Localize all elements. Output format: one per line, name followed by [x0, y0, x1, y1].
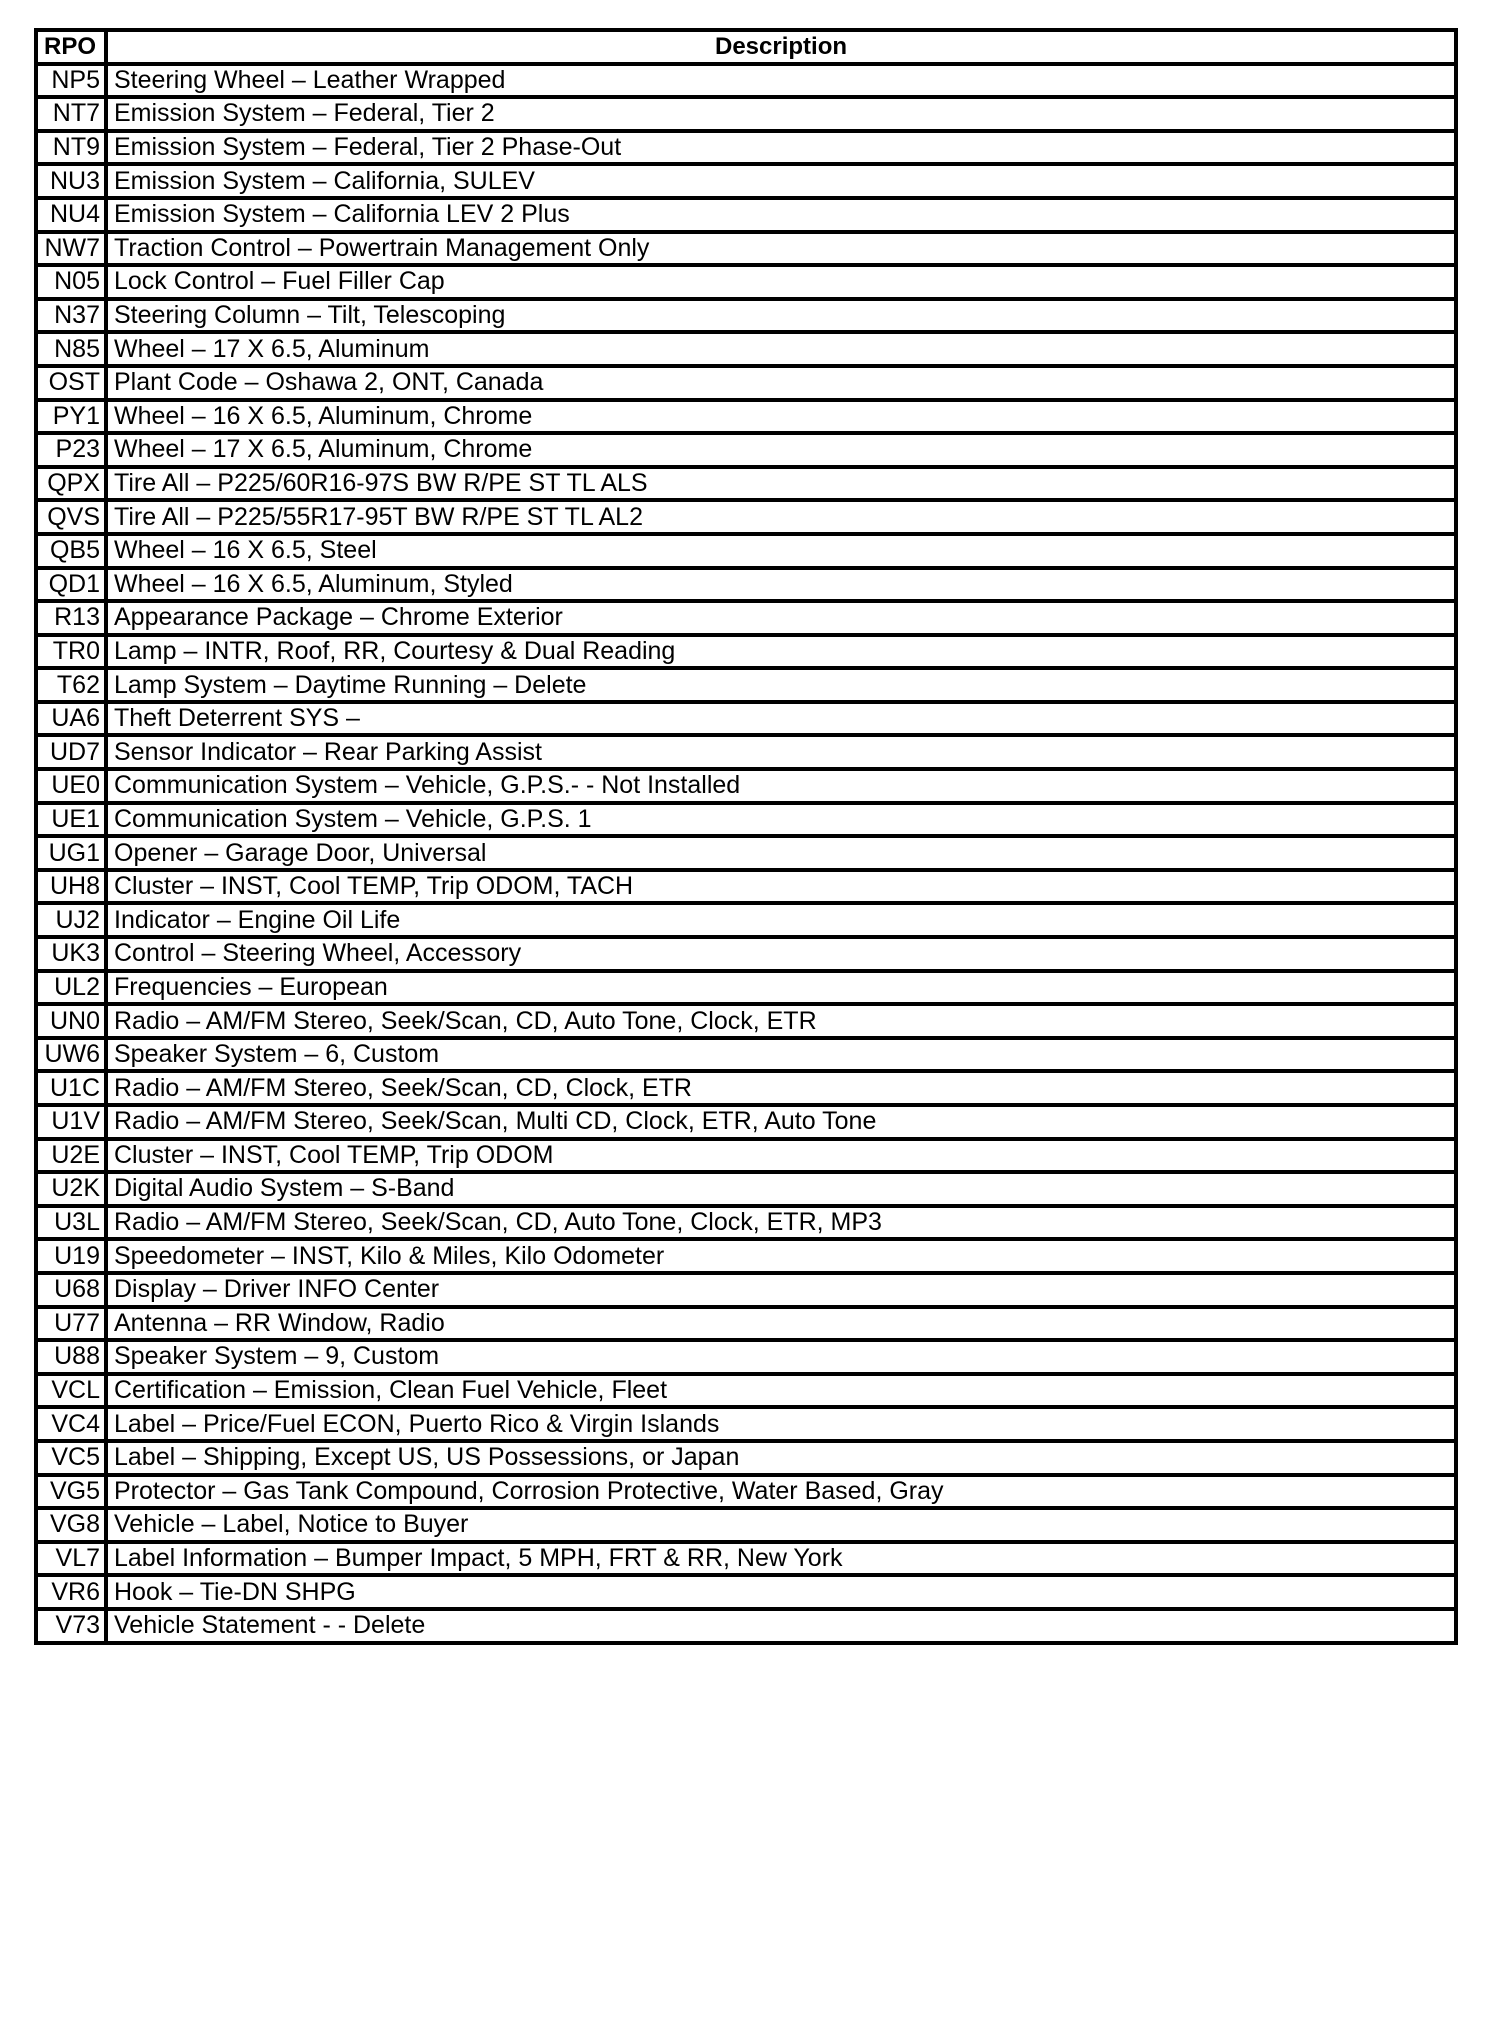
- table-row: [36, 836, 1456, 870]
- rpo-code-cell: VC5: [36, 1441, 106, 1475]
- description-cell: Protector – Gas Tank Compound, Corrosion Protective, Water Based, Gray: [106, 1475, 1456, 1509]
- table-row: [36, 937, 1456, 971]
- table-body: [36, 64, 1456, 1643]
- rpo-code-cell: UJ2: [36, 903, 106, 937]
- description-cell: Emission System – Federal, Tier 2: [106, 97, 1456, 131]
- description-cell: Wheel – 17 X 6.5, Aluminum, Chrome: [106, 433, 1456, 467]
- description-cell: Radio – AM/FM Stereo, Seek/Scan, CD, Auto Tone, Clock, ETR: [106, 1004, 1456, 1038]
- table-row: [36, 1307, 1456, 1341]
- table-row: [36, 1542, 1456, 1576]
- table-row: [36, 1508, 1456, 1542]
- description-cell: Emission System – California, SULEV: [106, 164, 1456, 198]
- rpo-code-cell: UL2: [36, 971, 106, 1005]
- table-row: [36, 198, 1456, 232]
- table-row: [36, 500, 1456, 534]
- rpo-code-cell: U77: [36, 1307, 106, 1341]
- table-row: [36, 265, 1456, 299]
- description-cell: Radio – AM/FM Stereo, Seek/Scan, CD, Auto Tone, Clock, ETR, MP3: [106, 1206, 1456, 1240]
- rpo-code-cell: N37: [36, 299, 106, 333]
- table-row: [36, 1475, 1456, 1509]
- table-row: [36, 534, 1456, 568]
- rpo-code-cell: OST: [36, 366, 106, 400]
- table-row: [36, 400, 1456, 434]
- description-cell: Antenna – RR Window, Radio: [106, 1307, 1456, 1341]
- table-row: [36, 1239, 1456, 1273]
- description-cell: Speaker System – 6, Custom: [106, 1038, 1456, 1072]
- rpo-code-cell: NP5: [36, 64, 106, 98]
- description-cell: Control – Steering Wheel, Accessory: [106, 937, 1456, 971]
- table-row: [36, 1575, 1456, 1609]
- rpo-code-cell: VG5: [36, 1475, 106, 1509]
- rpo-code-cell: NU3: [36, 164, 106, 198]
- table-row: [36, 735, 1456, 769]
- table-row: [36, 97, 1456, 131]
- description-cell: Wheel – 16 X 6.5, Aluminum, Styled: [106, 568, 1456, 602]
- table-row: [36, 1105, 1456, 1139]
- table-row: [36, 131, 1456, 165]
- description-cell: Emission System – Federal, Tier 2 Phase-Out: [106, 131, 1456, 165]
- description-cell: Opener – Garage Door, Universal: [106, 836, 1456, 870]
- description-cell: Cluster – INST, Cool TEMP, Trip ODOM, TACH: [106, 870, 1456, 904]
- rpo-code-cell: QB5: [36, 534, 106, 568]
- rpo-code-cell: PY1: [36, 400, 106, 434]
- description-cell: Steering Wheel – Leather Wrapped: [106, 64, 1456, 98]
- description-cell: Tire All – P225/60R16-97S BW R/PE ST TL ALS: [106, 467, 1456, 501]
- description-cell: Speaker System – 9, Custom: [106, 1340, 1456, 1374]
- description-cell: Wheel – 16 X 6.5, Aluminum, Chrome: [106, 400, 1456, 434]
- table-row: [36, 601, 1456, 635]
- rpo-code-cell: U1C: [36, 1071, 106, 1105]
- rpo-code-cell: UD7: [36, 735, 106, 769]
- table-row: [36, 433, 1456, 467]
- description-cell: Wheel – 17 X 6.5, Aluminum: [106, 332, 1456, 366]
- rpo-code-cell: T62: [36, 668, 106, 702]
- description-cell: Label Information – Bumper Impact, 5 MPH, FRT & RR, New York: [106, 1542, 1456, 1576]
- rpo-code-cell: P23: [36, 433, 106, 467]
- table-row: [36, 1004, 1456, 1038]
- rpo-code-cell: NU4: [36, 198, 106, 232]
- rpo-code-cell: U68: [36, 1273, 106, 1307]
- table-row: [36, 1038, 1456, 1072]
- description-cell: Vehicle Statement - - Delete: [106, 1609, 1456, 1643]
- table-row: [36, 1273, 1456, 1307]
- rpo-code-cell: U19: [36, 1239, 106, 1273]
- rpo-code-cell: UN0: [36, 1004, 106, 1038]
- rpo-table: [34, 28, 1458, 1645]
- table-row: [36, 1206, 1456, 1240]
- rpo-code-cell: U3L: [36, 1206, 106, 1240]
- description-cell: Cluster – INST, Cool TEMP, Trip ODOM: [106, 1139, 1456, 1173]
- rpo-code-cell: VL7: [36, 1542, 106, 1576]
- table-row: [36, 1071, 1456, 1105]
- table-row: [36, 467, 1456, 501]
- table-row: [36, 870, 1456, 904]
- rpo-code-cell: N05: [36, 265, 106, 299]
- description-cell: Plant Code – Oshawa 2, ONT, Canada: [106, 366, 1456, 400]
- rpo-column-header: RPO: [36, 30, 106, 64]
- table-row: [36, 299, 1456, 333]
- description-cell: Sensor Indicator – Rear Parking Assist: [106, 735, 1456, 769]
- description-cell: Label – Shipping, Except US, US Possessions, or Japan: [106, 1441, 1456, 1475]
- rpo-code-cell: UE0: [36, 769, 106, 803]
- rpo-code-cell: U1V: [36, 1105, 106, 1139]
- table-row: [36, 1609, 1456, 1643]
- description-cell: Communication System – Vehicle, G.P.S.- - Not Installed: [106, 769, 1456, 803]
- table-row: [36, 64, 1456, 98]
- description-cell: Digital Audio System – S-Band: [106, 1172, 1456, 1206]
- rpo-code-cell: U2K: [36, 1172, 106, 1206]
- table-header-row: [36, 30, 1456, 64]
- rpo-code-cell: NT9: [36, 131, 106, 165]
- rpo-code-cell: QVS: [36, 500, 106, 534]
- table-row: [36, 1172, 1456, 1206]
- description-cell: Speedometer – INST, Kilo & Miles, Kilo Odometer: [106, 1239, 1456, 1273]
- table-row: [36, 164, 1456, 198]
- description-cell: Lamp System – Daytime Running – Delete: [106, 668, 1456, 702]
- description-column-header: Description: [106, 30, 1456, 64]
- rpo-code-cell: VG8: [36, 1508, 106, 1542]
- description-cell: Tire All – P225/55R17-95T BW R/PE ST TL AL2: [106, 500, 1456, 534]
- description-cell: Theft Deterrent SYS –: [106, 702, 1456, 736]
- rpo-code-cell: N85: [36, 332, 106, 366]
- description-cell: Radio – AM/FM Stereo, Seek/Scan, Multi CD, Clock, ETR, Auto Tone: [106, 1105, 1456, 1139]
- description-cell: Radio – AM/FM Stereo, Seek/Scan, CD, Clock, ETR: [106, 1071, 1456, 1105]
- table-row: [36, 971, 1456, 1005]
- rpo-code-cell: UG1: [36, 836, 106, 870]
- description-cell: Emission System – California LEV 2 Plus: [106, 198, 1456, 232]
- description-cell: Lock Control – Fuel Filler Cap: [106, 265, 1456, 299]
- description-cell: Appearance Package – Chrome Exterior: [106, 601, 1456, 635]
- rpo-code-cell: R13: [36, 601, 106, 635]
- description-cell: Frequencies – European: [106, 971, 1456, 1005]
- rpo-code-cell: VCL: [36, 1374, 106, 1408]
- rpo-code-cell: VC4: [36, 1407, 106, 1441]
- table-row: [36, 803, 1456, 837]
- rpo-code-cell: UH8: [36, 870, 106, 904]
- description-cell: Hook – Tie-DN SHPG: [106, 1575, 1456, 1609]
- table-row: [36, 702, 1456, 736]
- description-cell: Traction Control – Powertrain Management Only: [106, 232, 1456, 266]
- table-row: [36, 332, 1456, 366]
- rpo-code-cell: UA6: [36, 702, 106, 736]
- description-cell: Vehicle – Label, Notice to Buyer: [106, 1508, 1456, 1542]
- table-row: [36, 1407, 1456, 1441]
- description-cell: Indicator – Engine Oil Life: [106, 903, 1456, 937]
- rpo-code-cell: NW7: [36, 232, 106, 266]
- description-cell: Lamp – INTR, Roof, RR, Courtesy & Dual Reading: [106, 635, 1456, 669]
- rpo-table-container: [34, 28, 1454, 1645]
- table-row: [36, 232, 1456, 266]
- description-cell: Steering Column – Tilt, Telescoping: [106, 299, 1456, 333]
- description-cell: Certification – Emission, Clean Fuel Vehicle, Fleet: [106, 1374, 1456, 1408]
- rpo-code-cell: U88: [36, 1340, 106, 1374]
- table-row: [36, 1441, 1456, 1475]
- table-row: [36, 668, 1456, 702]
- rpo-code-cell: TR0: [36, 635, 106, 669]
- table-row: [36, 366, 1456, 400]
- table-row: [36, 1139, 1456, 1173]
- rpo-code-cell: V73: [36, 1609, 106, 1643]
- description-cell: Communication System – Vehicle, G.P.S. 1: [106, 803, 1456, 837]
- table-row: [36, 1340, 1456, 1374]
- rpo-code-cell: UW6: [36, 1038, 106, 1072]
- table-row: [36, 568, 1456, 602]
- table-row: [36, 635, 1456, 669]
- table-row: [36, 903, 1456, 937]
- rpo-code-cell: UK3: [36, 937, 106, 971]
- rpo-code-cell: QPX: [36, 467, 106, 501]
- description-cell: Display – Driver INFO Center: [106, 1273, 1456, 1307]
- rpo-code-cell: U2E: [36, 1139, 106, 1173]
- description-cell: Label – Price/Fuel ECON, Puerto Rico & Virgin Islands: [106, 1407, 1456, 1441]
- table-row: [36, 769, 1456, 803]
- rpo-code-cell: VR6: [36, 1575, 106, 1609]
- rpo-code-cell: QD1: [36, 568, 106, 602]
- rpo-code-cell: NT7: [36, 97, 106, 131]
- table-row: [36, 1374, 1456, 1408]
- rpo-code-cell: UE1: [36, 803, 106, 837]
- description-cell: Wheel – 16 X 6.5, Steel: [106, 534, 1456, 568]
